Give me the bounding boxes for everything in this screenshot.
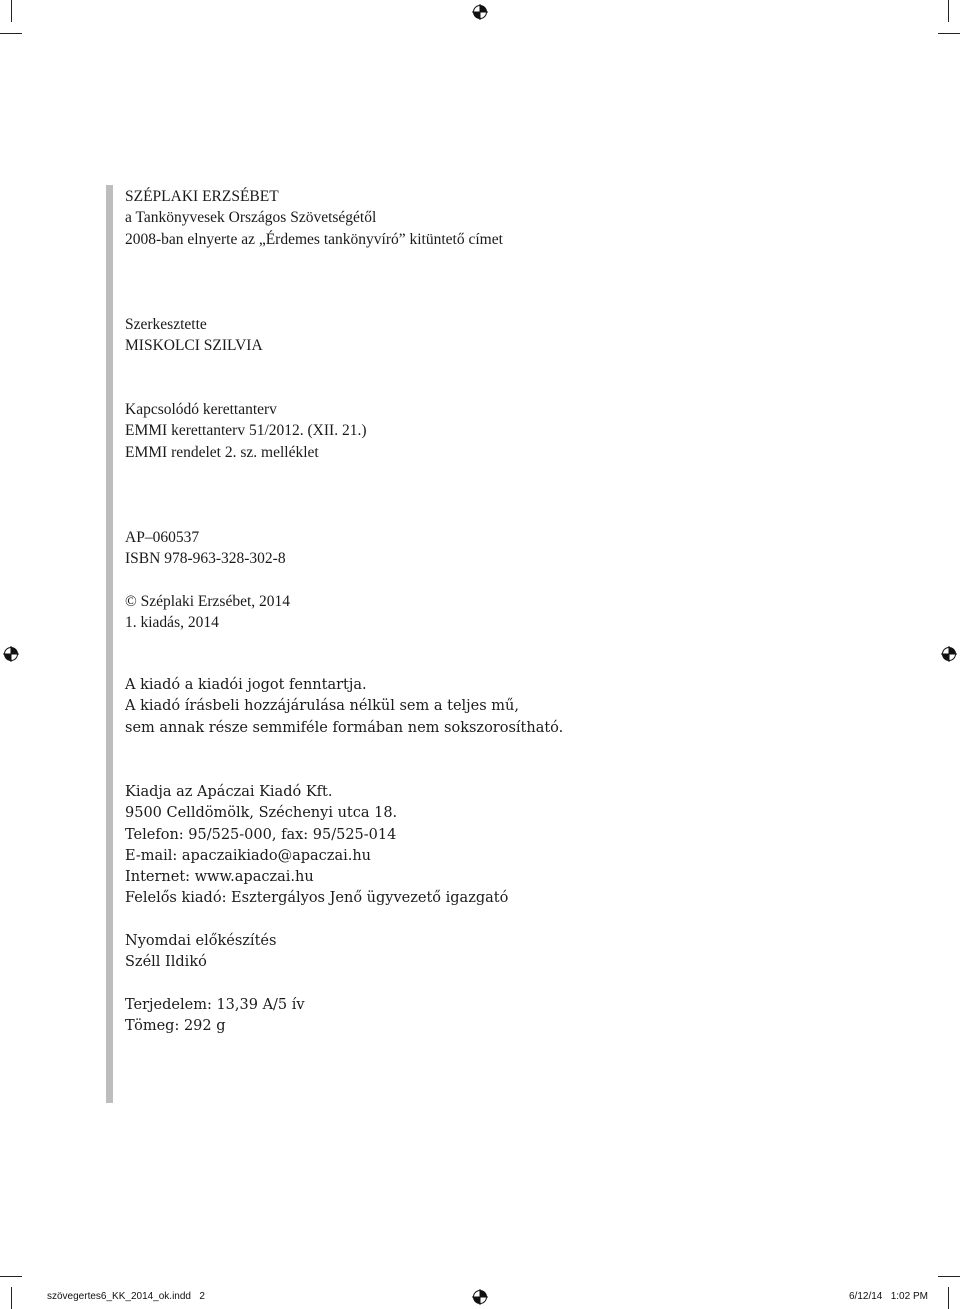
publisher-name: Kiadja az Apáczai Kiadó Kft. xyxy=(125,784,333,800)
extent: Terjedelem: 13,39 A/5 ív xyxy=(125,997,305,1013)
copyright-symbol: © xyxy=(125,593,137,610)
registration-mark-left-icon xyxy=(3,646,19,662)
crop-mark-top-left xyxy=(11,0,12,22)
registration-mark-right-icon xyxy=(941,646,957,662)
author-name: SZÉPLAKI ERZSÉBET xyxy=(125,188,279,205)
crop-mark-top-right xyxy=(948,0,949,22)
rights-line-2: A kiadó írásbeli hozzájárulása nélkül sem a teljes mű, xyxy=(125,698,519,715)
publisher-website: Internet: www.apaczai.hu xyxy=(125,869,314,886)
editor-block xyxy=(125,314,263,357)
rights-line-3: sem annak része semmiféle formában nem sokszorosítható. xyxy=(125,719,564,736)
editor-name: MISKOLCI SZILVIA xyxy=(125,337,263,355)
crop-mark-top-right-h xyxy=(938,33,960,34)
footer-datetime: 6/12/14 1:02 PM xyxy=(849,1291,928,1302)
curriculum-block xyxy=(125,399,366,463)
copyright-holder: Széplaki Erzsébet, 2014 xyxy=(140,593,291,610)
registration-mark-top-icon xyxy=(472,4,488,20)
edition: 1. kiadás, 2014 xyxy=(125,614,219,632)
identifiers-block xyxy=(125,527,286,570)
publisher-responsible: Felelős kiadó: Esztergályos Jenő ügyvezető igazgató xyxy=(125,890,509,907)
weight: Tömeg: 292 g xyxy=(125,1018,226,1035)
editor-label: Szerkesztette xyxy=(125,316,207,333)
crop-mark-bottom-left-h xyxy=(0,1276,22,1277)
author-award-line-2: 2008-ban elnyerte az „Érdemes tankönyvíró” kitüntető címet xyxy=(125,230,503,248)
curriculum-line-2: EMMI kerettanterv 51/2012. (XII. 21.) xyxy=(125,422,367,440)
copyright-line xyxy=(125,591,290,612)
registration-mark-bottom-icon xyxy=(472,1289,488,1305)
copyright-block xyxy=(125,591,290,634)
crop-mark-top-left-h xyxy=(0,33,22,34)
publisher-phone: Telefon: 95/525-000, fax: 95/525-014 xyxy=(125,826,397,843)
rights-line-1: A kiadó a kiadói jogot fenntartja. xyxy=(125,677,367,693)
publisher-email: E-mail: apaczaikiado@apaczai.hu xyxy=(125,847,372,864)
author-block xyxy=(125,186,503,250)
specs-block xyxy=(125,995,305,1038)
isbn: ISBN 978-963-328-302-8 xyxy=(125,550,286,568)
curriculum-line-3: EMMI rendelet 2. sz. melléklet xyxy=(125,443,319,461)
prepress-block xyxy=(125,931,276,974)
margin-bar xyxy=(106,185,113,1103)
publisher-block xyxy=(125,782,508,910)
crop-mark-bottom-left xyxy=(11,1287,12,1309)
rights-block xyxy=(125,675,563,739)
prepress-name: Széll Ildikó xyxy=(125,954,207,971)
publisher-address: 9500 Celldömölk, Széchenyi utca 18. xyxy=(125,805,398,822)
footer-filename: szövegertes6_KK_2014_ok.indd 2 xyxy=(47,1291,205,1302)
prepress-label: Nyomdai előkészítés xyxy=(125,933,277,949)
curriculum-label: Kapcsolódó kerettanterv xyxy=(125,401,277,418)
crop-mark-bottom-right-h xyxy=(938,1276,960,1277)
author-award-line-1: a Tankönyvesek Országos Szövetségétől xyxy=(125,209,377,227)
crop-mark-bottom-right xyxy=(948,1287,949,1309)
ap-number: AP–060537 xyxy=(125,529,200,546)
